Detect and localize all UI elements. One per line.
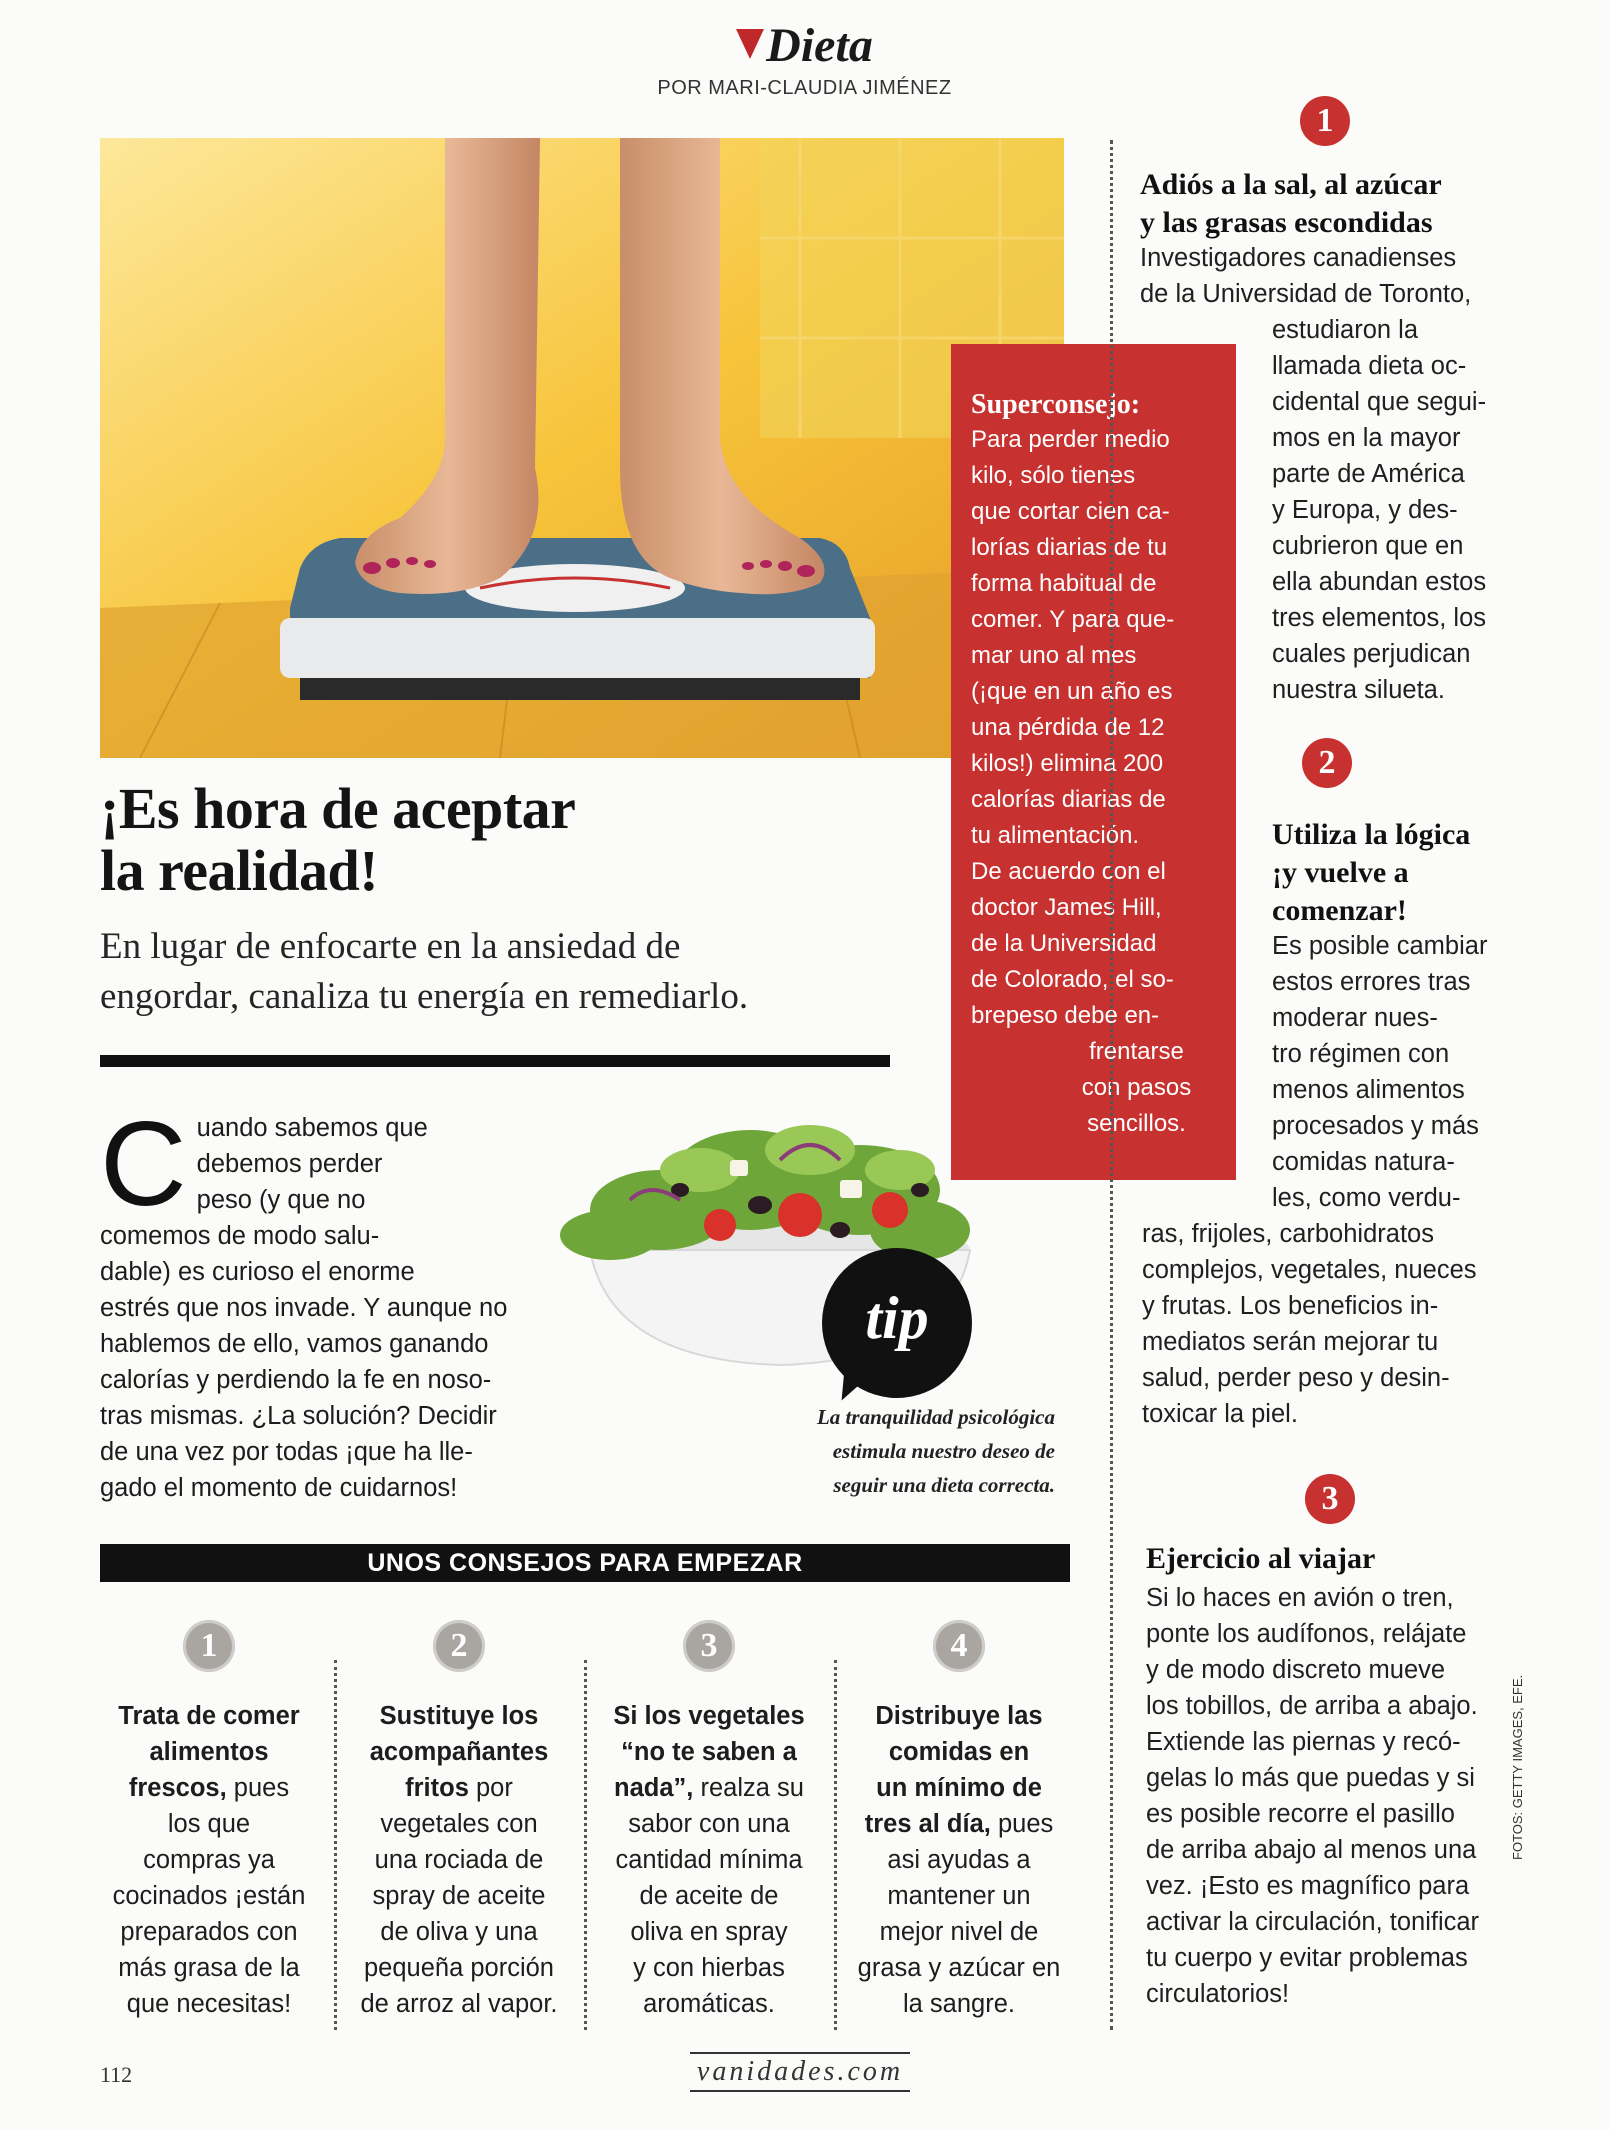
superconsejo-tail: frentarse con pasos sencillos.: [1081, 1038, 1192, 1137]
item-number-badge: 3: [1305, 1474, 1355, 1524]
article-headline: ¡Es hora de aceptar la realidad!: [100, 776, 576, 903]
step-number-badge: 3: [683, 1620, 735, 1672]
hero-photo-feet-on-scale: [100, 138, 1064, 758]
step-3: [596, 1620, 822, 2022]
step-number-badge: 4: [933, 1620, 985, 1672]
step-4: [846, 1620, 1072, 2022]
superconsejo-body: Para perder medio kilo, sólo tienes que cortar cien ca- lorías diarias de tu forma habitual de comer. Y para que- mar uno al mes (¡que en un año es una pérdida de 12 kilos!) elimina 200 calorías diarias de tu alimentación. De acuerdo con el doctor James Hill, de la Universidad de Colorado, el so- brepeso debe en-: [971, 426, 1175, 1029]
step-2-text: Sustituye los acompañantes fritos por vegetales con una rociada de spray de aceite de oliva y una pequeña porción de arroz al vapor.: [360, 1702, 558, 2018]
item-number-badge: 1: [1300, 96, 1350, 146]
section-marker-icon: [736, 29, 764, 59]
tip-bubble: tip: [822, 1248, 972, 1398]
item-1-body: Investigadores canadienses de la Universidad de Toronto, estudiaron la llamada dieta oc- cidental que segui- mos en la mayor parte de América y Europa, y des- cubrieron que en ella abundan estos tres elementos, los cuales perjudican nuestra silueta.: [1140, 244, 1487, 704]
step-2: [346, 1620, 572, 2022]
article-subhead: En lugar de enfocarte en la ansiedad de engordar, canaliza tu energía en remediarlo.: [100, 926, 749, 1017]
item-2-body: Es posible cambiar estos errores tras moderar nues- tro régimen con menos alimentos procesados y más comidas natura- les, como verdu- ras, frijoles, carbohidratos complejos, vegetales, nueces y frutas. Los beneficios in- mediatos serán mejorar tu salud, perder peso y desin- toxicar la piel.: [1142, 932, 1488, 1428]
superconsejo-title: Superconsejo:: [971, 389, 1141, 420]
section-title: Dieta: [0, 18, 1609, 73]
scale-illustration: [100, 138, 1064, 758]
step-1: [96, 1620, 322, 2022]
item-1-title: Adiós a la sal, al azúcar y las grasas escondidas: [1140, 168, 1442, 239]
step-number-badge: 2: [433, 1620, 485, 1672]
page-number: 112: [100, 2062, 133, 2087]
step-4-text: Distribuye las comidas en un mínimo de tres al día, pues asi ayudas a mantener un mejor nivel de grasa y azúcar en la sangre.: [857, 1702, 1061, 2018]
tip-caption: La tranquilidad psicológica estimula nuestro deseo de seguir una dieta correcta.: [816, 1405, 1055, 1497]
item-2-title: Utiliza la lógica ¡y vuelve a comenzar!: [1272, 818, 1471, 927]
item-number-badge: 2: [1302, 738, 1352, 788]
photo-credit: FOTOS: GETTY IMAGES, EFE.: [1510, 1674, 1525, 1860]
item-3-body: Si lo haces en avión o tren, ponte los audífonos, relájate y de modo discreto mueve los tobillos, de arriba a abajo. Extiende las piernas y recó- gelas lo más que puedas y si es posible recorre el pasillo de arriba abajo al menos una vez. ¡Esto es magnífico para activar la circulación, tonificar tu cuerpo y evitar problemas circulatorios!: [1146, 1584, 1480, 2008]
step-divider: [584, 1660, 587, 2030]
dropcap: C: [100, 1097, 187, 1231]
footer-url: vanidades.com: [690, 2052, 910, 2092]
page-header: [0, 18, 1609, 100]
step-3-text: Si los vegetales “no te saben a nada”, realza su sabor con una cantidad mínima de aceite de oliva en spray y con hierbas aromáticas.: [613, 1702, 805, 2018]
step-1-text: Trata de comer alimentos frescos, pues los que compras ya cocinados ¡están preparados con más grasa de la que necesitas!: [112, 1702, 306, 2018]
item-3-title: Ejercicio al viajar: [1146, 1542, 1376, 1575]
intro-paragraph: C uando sabemos que debemos perder peso (y que no comemos de modo salu- dable) es curioso el enorme estrés que nos invade. Y aunque no hablemos de ello, vamos ganando calorías y perdiendo la fe en noso- tras mismas. ¿La solución? Decidir de una vez por todas ¡que ha lle- gado el momento de cuidarnos!: [100, 1097, 508, 1502]
step-divider: [834, 1660, 837, 2030]
consejos-heading: UNOS CONSEJOS PARA EMPEZAR: [100, 1544, 1070, 1582]
column-divider: [1110, 140, 1113, 2030]
step-divider: [334, 1660, 337, 2030]
step-number-badge: 1: [183, 1620, 235, 1672]
byline: POR MARI-CLAUDIA JIMÉNEZ: [657, 77, 952, 99]
